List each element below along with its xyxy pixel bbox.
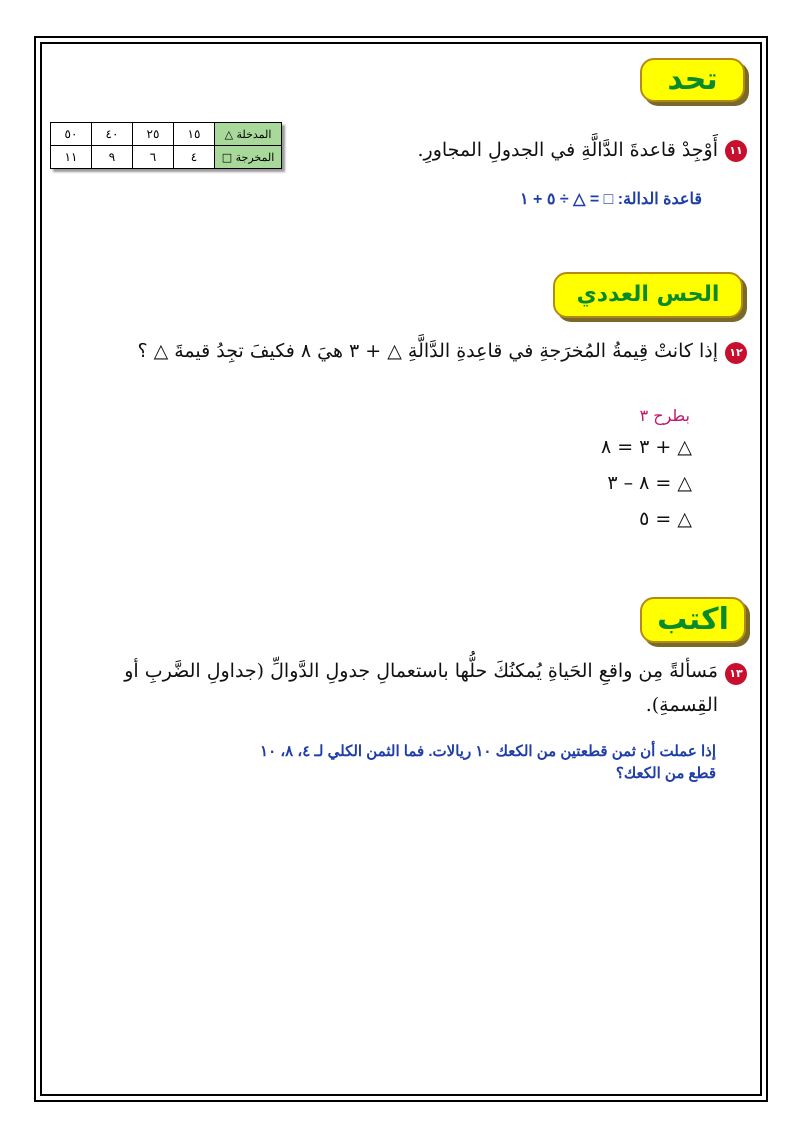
table-cell: ١١ xyxy=(51,146,92,169)
question-12-text: إذا كانتْ قِيمةُ المُخرَجةِ في قاعِدةِ الدَّالَّةِ △ + ٣ هيَ ٨ فكيفَ تجِدُ قيمةَ △ ؟ xyxy=(137,340,718,362)
question-13-answer-line2: قطع من الكعك؟ xyxy=(615,765,716,782)
question-11-answer: قاعدة الدالة: □ = △ ÷ ٥ + ١ xyxy=(520,191,702,208)
table-cell: ٢٥ xyxy=(133,123,174,146)
question-13-badge: ١٣ xyxy=(725,663,747,685)
table-cell: ٤ xyxy=(174,146,215,169)
equation-step-3: △ = ٥ xyxy=(639,508,692,530)
question-12-badge: ١٢ xyxy=(725,342,747,364)
table-cell: ٤٠ xyxy=(92,123,133,146)
function-table xyxy=(50,122,282,169)
output-row-label: المخرجة □ xyxy=(215,146,282,169)
question-13-answer-line1: إذا عملت أن ثمن قطعتين من الكعك ١٠ ريالات. فما الثمن الكلي لـ ٤، ٨، ١٠ xyxy=(260,743,716,760)
input-row-label: المدخلة △ xyxy=(215,123,282,146)
equation-step-2: △ = ٨ – ٣ xyxy=(607,472,692,494)
number-sense-heading: الحس العددي xyxy=(553,272,743,318)
table-cell: ٩ xyxy=(92,146,133,169)
question-11-text: أَوْجِدْ قاعدةَ الدَّالَّةِ في الجدولِ المجاورِ. xyxy=(417,139,718,161)
table-cell: ١٥ xyxy=(174,123,215,146)
table-cell: ٦ xyxy=(133,146,174,169)
equation-step-1: △ + ٣ = ٨ xyxy=(600,436,692,458)
question-11-badge: ١١ xyxy=(725,140,747,162)
question-13-text-line2: القِسمةِ). xyxy=(645,694,718,716)
table-cell: ٥٠ xyxy=(51,123,92,146)
step-subtract-label: بطرح ٣ xyxy=(639,406,690,425)
write-heading: اكتب xyxy=(640,597,746,643)
question-13-text-line1: مَسألةً مِن واقعِ الحَياةِ يُمكنُكَ حلُّها باستعمالِ جدولِ الدَّوالِّ (جداولِ الضَّربِ أو xyxy=(124,660,718,682)
challenge-heading: تحد xyxy=(640,58,745,102)
